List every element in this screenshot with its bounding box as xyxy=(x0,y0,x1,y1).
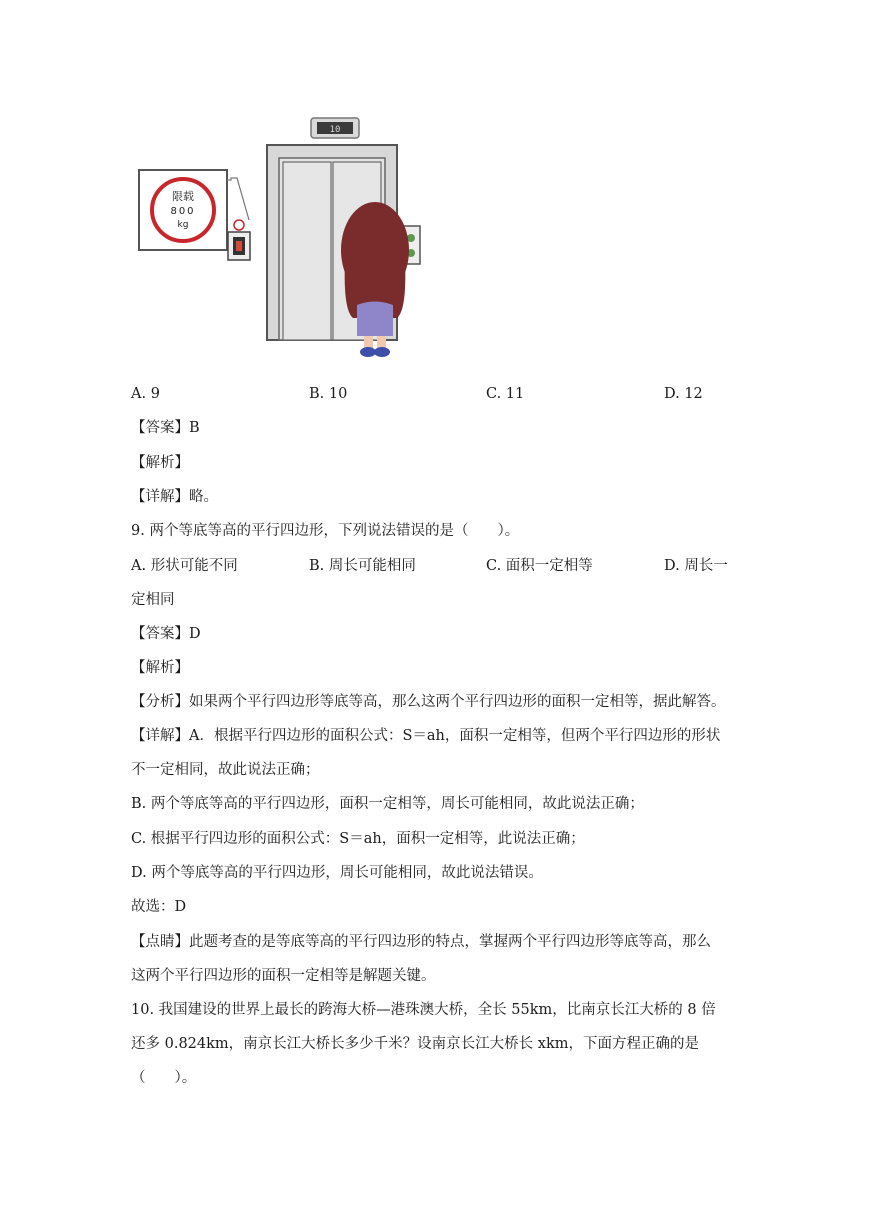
q8-option-c: C. 11 xyxy=(486,386,525,402)
girl-shoe-right xyxy=(374,347,390,357)
q9-detail-line-2: 不一定相同，故此说法正确； xyxy=(131,762,320,778)
q8-analysis: 【解析】 xyxy=(131,455,189,471)
sign-text-2: 800 xyxy=(170,206,196,217)
girl-shoe-left xyxy=(360,347,376,357)
pointer-dot xyxy=(234,220,244,230)
q10-line-3: （ ）。 xyxy=(131,1070,197,1086)
elevator-illustration xyxy=(131,110,431,370)
q10-line-2: 还多 0.824km，南京长江大桥长多少千米？设南京长江大桥长 xkm，下面方程正确的是 xyxy=(131,1036,699,1052)
q9-option-d-continued: 定相同 xyxy=(131,592,175,608)
q8-option-a: A. 9 xyxy=(131,386,160,402)
sign-text-1: 限载 xyxy=(172,190,194,203)
girl-dress xyxy=(357,302,393,337)
q9-option-b: B. 周长可能相同 xyxy=(309,558,416,574)
girl-leg-left xyxy=(364,336,373,348)
sign-text-3: kg xyxy=(177,220,189,230)
q9-fenxi: 【分析】如果两个平行四边形等底等高，那么这两个平行四边形的面积一定相等，据此解答。 xyxy=(131,694,726,710)
q8-option-b: B. 10 xyxy=(309,386,348,402)
pointer-line xyxy=(227,178,249,220)
q8-answer: 【答案】B xyxy=(131,420,200,436)
q8-option-d: D. 12 xyxy=(664,386,703,402)
q9-option-a: A. 形状可能不同 xyxy=(131,558,238,574)
call-panel-indicator xyxy=(236,241,242,251)
q9-option-d: D. 周长一 xyxy=(664,558,728,574)
q9-comment-line-1: 【点睛】此题考查的是等底等高的平行四边形的特点，掌握两个平行四边形等底等高，那么 xyxy=(131,934,711,950)
q9-detail-c: C. 根据平行四边形的面积公式：S＝ah，面积一定相等，此说法正确； xyxy=(131,831,585,847)
q9-stem: 9. 两个等底等高的平行四边形，下列说法错误的是（ ）。 xyxy=(131,523,520,539)
girl-leg-right xyxy=(377,336,386,348)
elevator-figure-svg xyxy=(131,110,431,370)
q9-option-c: C. 面积一定相等 xyxy=(486,558,593,574)
q10-line-1: 10. 我国建设的世界上最长的跨海大桥—港珠澳大桥，全长 55km，比南京长江大桥的 8 倍 xyxy=(131,1002,716,1018)
q9-detail-b: B. 两个等底等高的平行四边形，面积一定相等，周长可能相同，故此说法正确； xyxy=(131,796,644,812)
floor-display-number: 10 xyxy=(329,125,341,135)
q9-choice: 故选：D xyxy=(131,899,187,915)
q8-detail: 【详解】略。 xyxy=(131,489,218,505)
q9-detail-d: D. 两个等底等高的平行四边形，周长可能相同，故此说法错误。 xyxy=(131,865,543,881)
q9-comment-line-2: 这两个平行四边形的面积一定相等是解题关键。 xyxy=(131,968,436,984)
q9-detail-line-1: 【详解】A．根据平行四边形的面积公式：S＝ah，面积一定相等，但两个平行四边形的形状 xyxy=(131,728,721,744)
q9-analysis: 【解析】 xyxy=(131,660,189,676)
q9-answer: 【答案】D xyxy=(131,626,201,642)
elevator-door-left xyxy=(283,162,331,340)
